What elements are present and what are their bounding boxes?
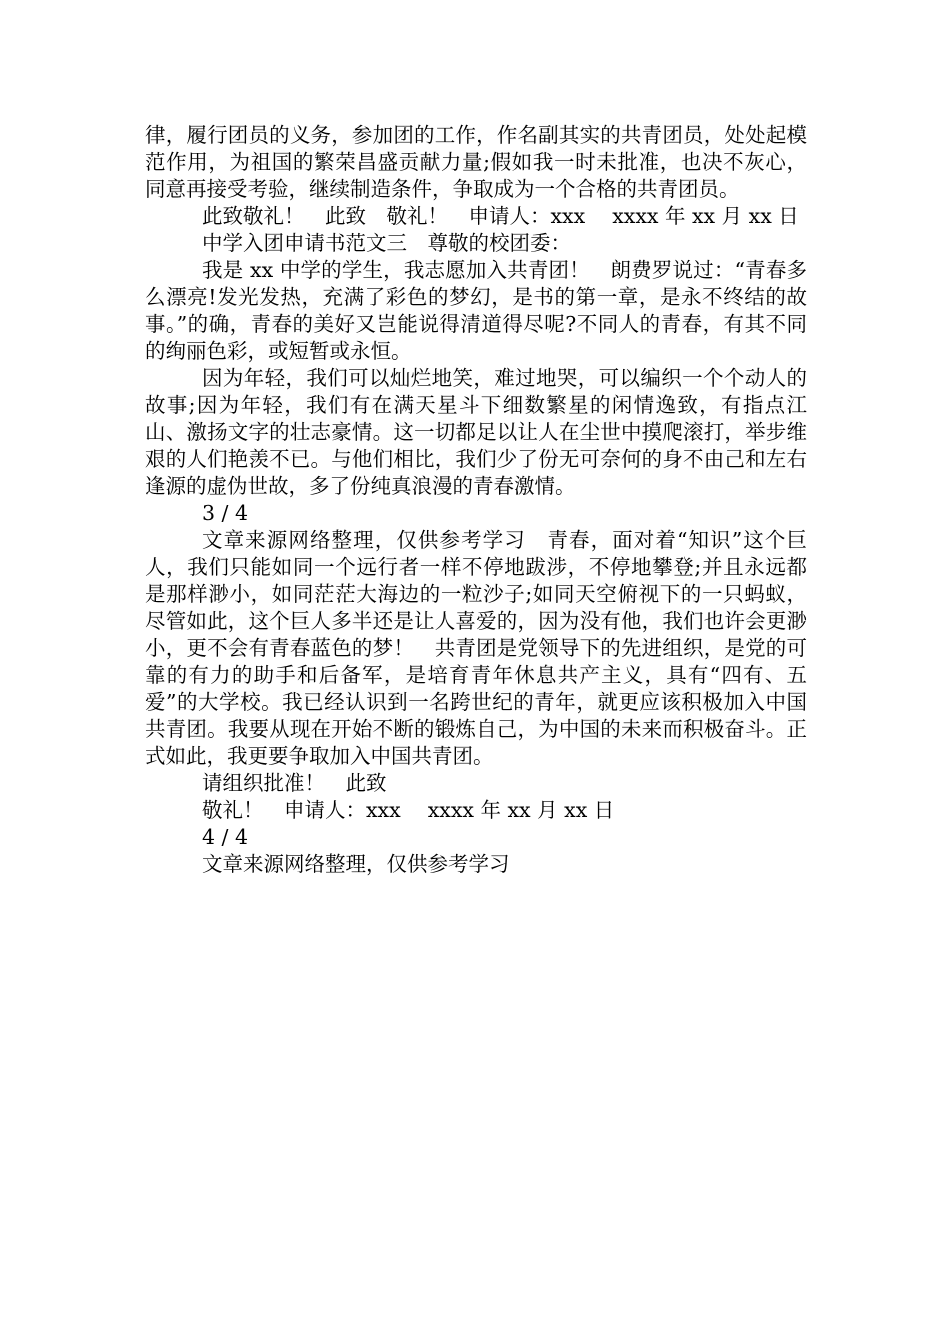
paragraph-intro: 我是 xx 中学的学生，我志愿加入共青团！ 朗费罗说过：“青春多么漂亮!发光发热，充满了彩色的梦幻，是书的第一章，是永不终结的故事。”的确，青春的美好又岂能说得清道得尽呢?不同人的青春，有其不同的绚丽色彩，或短暂或永恒。 [145,258,807,363]
paragraph-closing-1: 此致敬礼！ 此致 敬礼！ 申请人：xxx xxxx 年 xx 月 xx 日 [202,204,799,228]
source-note: 文章来源网络整理，仅供参考学习 [202,852,510,876]
page-number-4: 4 / 4 [202,825,249,849]
paragraph-title-3: 中学入团申请书范文三 尊敬的校团委： [202,231,571,255]
paragraph-continuation: 律，履行团员的义务，参加团的工作，作名副其实的共青团员，处处起模范作用，为祖国的繁荣昌盛贡献力量;假如我一时未批准，也决不灰心，同意再接受考验，继续制造条件，争取成为一个合格的共青团员。 [145,123,807,201]
page-number-3: 3 / 4 [202,501,249,525]
paragraph-youth: 因为年轻，我们可以灿烂地笑，难过地哭，可以编织一个个动人的故事;因为年轻，我们有在满天星斗下细数繁星的闲情逸致，有指点江山、激扬文字的壮志豪情。这一切都足以让人在尘世中摸爬滚打，举步维艰的人们艳羡不已。与他们相比，我们少了份无可奈何的身不由己和左右逢源的虚伪世故，多了份纯真浪漫的青春激情。 [145,366,807,498]
document-page [145,122,807,878]
paragraph-request: 请组织批准！ 此致 [202,771,387,795]
paragraph-signature: 敬礼！ 申请人：xxx xxxx 年 xx 月 xx 日 [202,798,615,822]
paragraph-knowledge: 文章来源网络整理，仅供参考学习 青春，面对着“知识”这个巨人，我们只能如同一个远行者一样不停地跋涉，不停地攀登;并且永远都是那样渺小，如同茫茫大海边的一粒沙子;如同天空俯视下的一只蚂蚁，尽管如此，这个巨人多半还是让人喜爱的，因为没有他，我们也许会更渺小，更不会有青春蓝色的梦！ 共青团是党领导下的先进组织，是党的可靠的有力的助手和后备军，是培育青年休息共产主义，具有“四有、五爱”的大学校。我已经认识到一名跨世纪的青年，就更应该积极加入中国共青团。我要从现在开始不断的锻炼自己，为中国的未来而积极奋斗。正式如此，我更要争取加入中国共青团。 [145,528,807,768]
